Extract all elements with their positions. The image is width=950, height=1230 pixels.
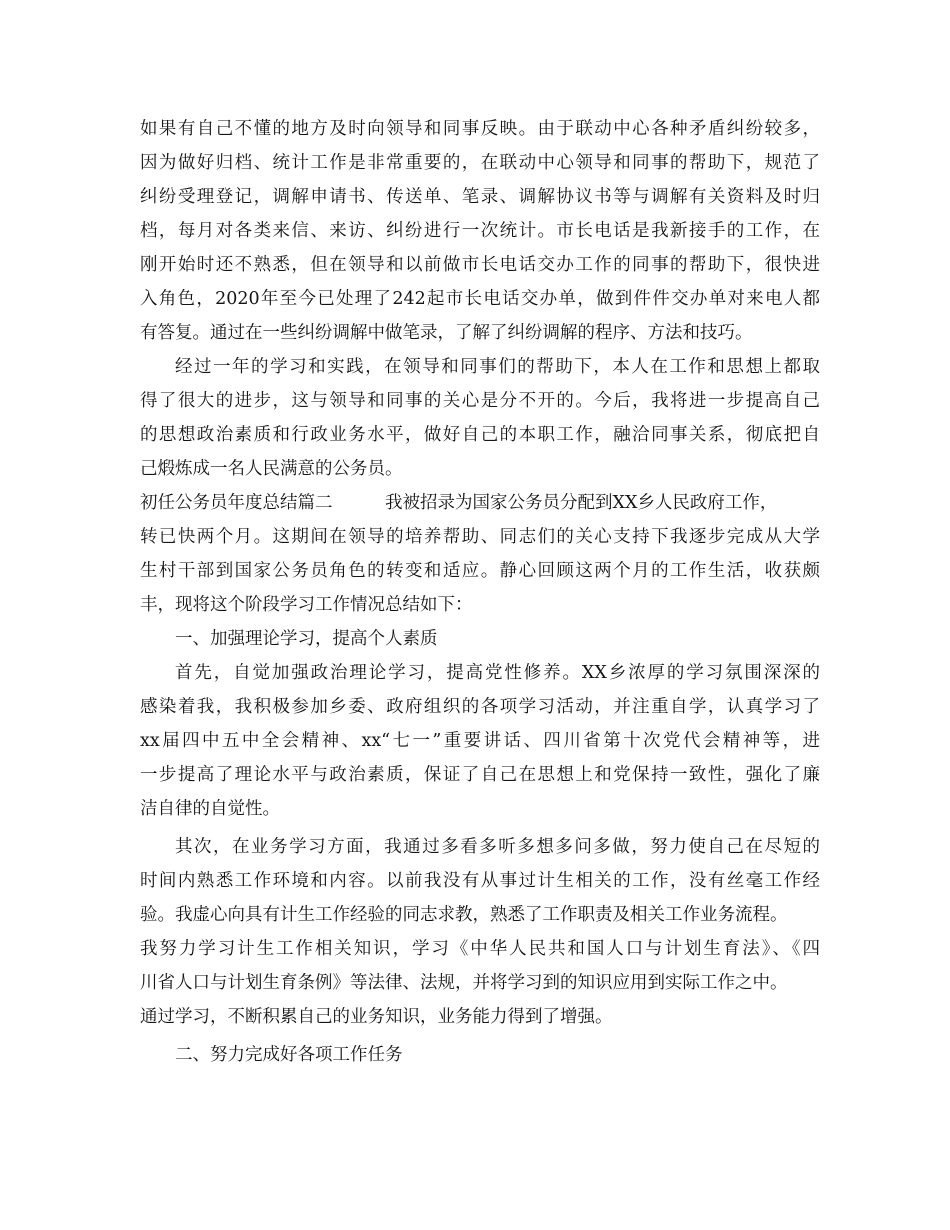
text-line: 一步提高了理论水平与政治素质，保证了自己在思想上和党保持一致性，强化了廉 (140, 765, 820, 785)
text-line: 感染着我，我积极参加乡委、政府组织的各项学习活动，并注重自学，认真学习了 (140, 697, 820, 717)
text-line: 因为做好归档、统计工作是非常重要的，在联动中心领导和同事的帮助下，规范了 (140, 153, 820, 173)
text-line: 己煅炼成一名人民满意的公务员。 (140, 459, 403, 479)
text-line: 丰，现将这个阶段学习工作情况总结如下： (140, 595, 473, 615)
section-heading-line: 初任公务员年度总结篇二 我被招录为国家公务员分配到XX乡人民政府工作， (140, 493, 778, 513)
document-body (140, 112, 820, 1072)
text-line: 入角色，2020年至今已处理了242起市长电话交办单，做到件件交办单对来电人都 (140, 289, 820, 309)
text-line: 得了很大的进步，这与领导和同事的关心是分不开的。今后，我将进一步提高自己 (140, 391, 820, 411)
paragraph-first-line: 其次，在业务学习方面，我通过多看多听多想多问多做，努力使自己在尽短的 (175, 837, 820, 857)
subheading-2: 二、努力完成好各项工作任务 (175, 1045, 403, 1065)
paragraph-first-line: 首先，自觉加强政治理论学习，提高党性修养。XX乡浓厚的学习氛围深深的 (175, 663, 820, 683)
text-line: 川省人口与计划生育条例》等法律、法规，并将学习到的知识应用到实际工作之中。 (140, 973, 788, 993)
text-line: 有答复。通过在一些纠纷调解中做笔录，了解了纠纷调解的程序、方法和技巧。 (140, 323, 753, 343)
text-line: 转已快两个月。这期间在领导的培养帮助、同志们的关心支持下我逐步完成从大学 (140, 527, 820, 547)
text-line: 的思想政治素质和行政业务水平，做好自己的本职工作，融洽同事关系，彻底把自 (140, 425, 820, 445)
text-line: 如果有自己不懂的地方及时向领导和同事反映。由于联动中心各种矛盾纠纷较多， (140, 119, 820, 139)
text-line: 验。我虚心向具有计生工作经验的同志求教，熟悉了工作职责及相关工作业务流程。 (140, 905, 788, 925)
text-line: 纠纷受理登记，调解申请书、传送单、笔录、调解协议书等与调解有关资料及时归 (140, 187, 820, 207)
text-line: 时间内熟悉工作环境和内容。以前我没有从事过计生相关的工作，没有丝毫工作经 (140, 871, 820, 891)
text-line: 生村干部到国家公务员角色的转变和适应。静心回顾这两个月的工作生活，收获颇 (140, 561, 820, 581)
text-line: 我努力学习计生工作相关知识，学习《中华人民共和国人口与计划生育法》、《四 (140, 939, 820, 959)
subheading-1: 一、加强理论学习，提高个人素质 (175, 629, 438, 649)
text-line: 通过学习，不断积累自己的业务知识，业务能力得到了增强。 (140, 1007, 613, 1027)
text-line: 刚开始时还不熟悉，但在领导和以前做市长电话交办工作的同事的帮助下，很快进 (140, 255, 820, 275)
text-line: 洁自律的自觉性。 (140, 799, 280, 819)
text-line: xx届四中五中全会精神、xx“七一”重要讲话、四川省第十次党代会精神等，进 (140, 731, 820, 751)
paragraph-first-line: 经过一年的学习和实践，在领导和同事们的帮助下，本人在工作和思想上都取 (175, 357, 820, 377)
text-line: 档，每月对各类来信、来访、纠纷进行一次统计。市长电话是我新接手的工作，在 (140, 221, 820, 241)
